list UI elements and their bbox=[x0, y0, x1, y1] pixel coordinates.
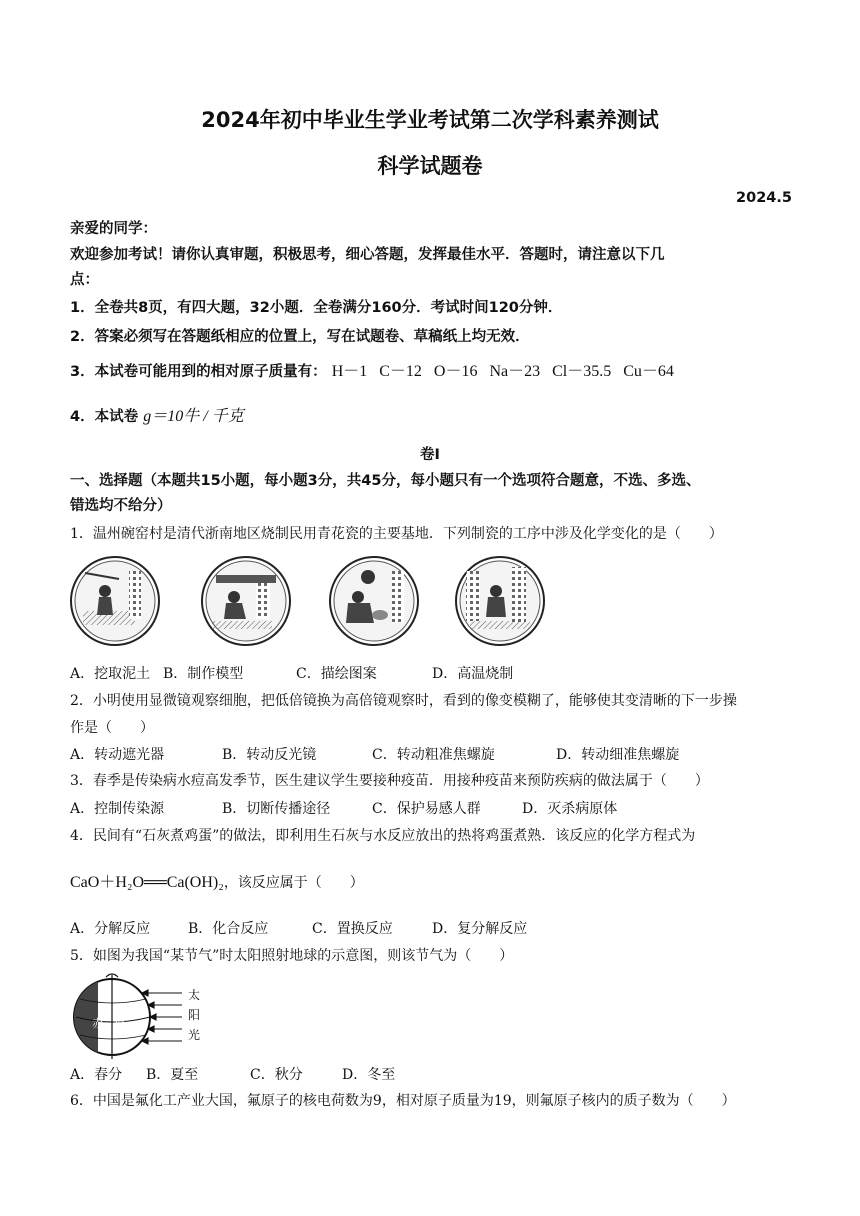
section-heading: 一、选择题（本题共15小题，每小题3分，共45分，每小题只有一个选项符合题意，不选、多选、 bbox=[70, 473, 701, 489]
question-2-option-a: A．转动遮光器 bbox=[70, 747, 165, 763]
question-2-stem: 2．小明使用显微镜观察细胞，把低倍镜换为高倍镜观察时，看到的像变模糊了，能够使其变清晰的下一步操 bbox=[70, 693, 737, 709]
question-6-stem: 6．中国是氟化工产业大国，氟原子的核电荷数为9，相对原子质量为19，则氟原子核内的质子数为（ ） bbox=[70, 1093, 736, 1109]
question-4-option-d: D．复分解反应 bbox=[432, 921, 528, 937]
question-1-option-a: A．挖取泥土 bbox=[70, 666, 151, 682]
illustration-fire-kiln bbox=[456, 557, 544, 645]
question-3-option-a: A．控制传染源 bbox=[70, 801, 165, 817]
question-5-stem: 5．如图为我国“某节气”时太阳照射地球的示意图，则该节气为（ ） bbox=[70, 948, 514, 964]
volume-label: 卷I bbox=[420, 447, 440, 463]
item-4-label: 4．本试卷 bbox=[70, 409, 139, 425]
equator-label: 赤 道 bbox=[92, 1017, 125, 1030]
question-5-option-c: C．秋分 bbox=[250, 1067, 303, 1083]
question-2-option-c: C．转动粗准焦螺旋 bbox=[372, 747, 495, 763]
question-4-option-c: C．置换反应 bbox=[312, 921, 393, 937]
question-1-stem: 1．温州碗窑村是清代浙南地区烧制民用青花瓷的主要基地．下列制瓷的工序中涉及化学变化的是（ ） bbox=[70, 526, 723, 542]
illustration-make-model bbox=[202, 557, 290, 645]
exam-subtitle: 科学试题卷 bbox=[377, 154, 483, 178]
instruction-item-4 bbox=[70, 403, 244, 426]
question-5-option-b: B．夏至 bbox=[146, 1067, 199, 1083]
question-1-option-b: B．制作模型 bbox=[163, 666, 244, 682]
porcelain-process-illustrations bbox=[70, 553, 550, 653]
question-4-equation-line bbox=[70, 869, 364, 892]
question-4-stem-cont: ，该反应属于（ ） bbox=[223, 875, 364, 891]
intro-text: 欢迎参加考试！请你认真审题，积极思考，细心答题，发挥最佳水平．答题时，请注意以下几 bbox=[70, 247, 665, 263]
illustration-paint-pattern bbox=[330, 557, 418, 645]
chemical-equation: CaO＋H₂O══Ca(OH)₂ bbox=[70, 874, 224, 891]
question-3-stem: 3．春季是传染病水痘高发季节，医生建议学生要接种疫苗．用接种疫苗来预防疾病的做法属于（ ） bbox=[70, 773, 709, 789]
instruction-item-1: 1．全卷共8页，有四大题，32小题．全卷满分160分．考试时间120分钟． bbox=[70, 300, 563, 316]
exam-title: 2024年初中毕业生学业考试第二次学科素养测试 bbox=[201, 108, 659, 132]
question-2-option-d: D．转动细准焦螺旋 bbox=[556, 747, 680, 763]
question-2-option-b: B．转动反光镜 bbox=[222, 747, 317, 763]
question-4-option-b: B．化合反应 bbox=[188, 921, 269, 937]
greeting: 亲爱的同学： bbox=[70, 221, 157, 237]
exam-date: 2024.5 bbox=[736, 190, 792, 206]
question-2-stem-cont: 作是（ ） bbox=[70, 720, 154, 736]
question-1-option-d: D．高温烧制 bbox=[432, 666, 514, 682]
question-3-option-b: B．切断传播途径 bbox=[222, 801, 331, 817]
question-3-option-d: D．灭杀病原体 bbox=[522, 801, 618, 817]
question-4-option-a: A．分解反应 bbox=[70, 921, 151, 937]
gravity-formula: g＝10牛 / 千克 bbox=[143, 408, 244, 425]
section-heading-cont: 错选均不给分） bbox=[70, 498, 172, 514]
question-5-option-d: D．冬至 bbox=[342, 1067, 396, 1083]
question-1-option-c: C．描绘图案 bbox=[296, 666, 377, 682]
sunlight-label-2: 阳 bbox=[188, 1008, 201, 1022]
illustration-dig-clay bbox=[71, 557, 159, 645]
sunlight-label-1: 太 bbox=[188, 988, 201, 1002]
item-3-label: 3．本试卷可能用到的相对原子质量有： bbox=[70, 364, 327, 380]
earth-sunlight-diagram bbox=[70, 973, 220, 1059]
instruction-item-3 bbox=[70, 358, 674, 381]
sunlight-label-3: 光 bbox=[188, 1028, 201, 1042]
night-side bbox=[70, 973, 98, 1059]
instruction-item-2: 2．答案必须写在答题纸相应的位置上，写在试题卷、草稿纸上均无效． bbox=[70, 329, 530, 345]
atomic-masses: H－1 C－12 O－16 Na－23 Cl－35.5 Cu－64 bbox=[331, 363, 674, 380]
question-5-option-a: A．春分 bbox=[70, 1067, 123, 1083]
question-4-stem: 4．民间有“石灰煮鸡蛋”的做法，即利用生石灰与水反应放出的热将鸡蛋煮熟．该反应的化学方程式为 bbox=[70, 828, 696, 844]
intro-text-cont: 点： bbox=[70, 272, 99, 288]
question-3-option-c: C．保护易感人群 bbox=[372, 801, 481, 817]
